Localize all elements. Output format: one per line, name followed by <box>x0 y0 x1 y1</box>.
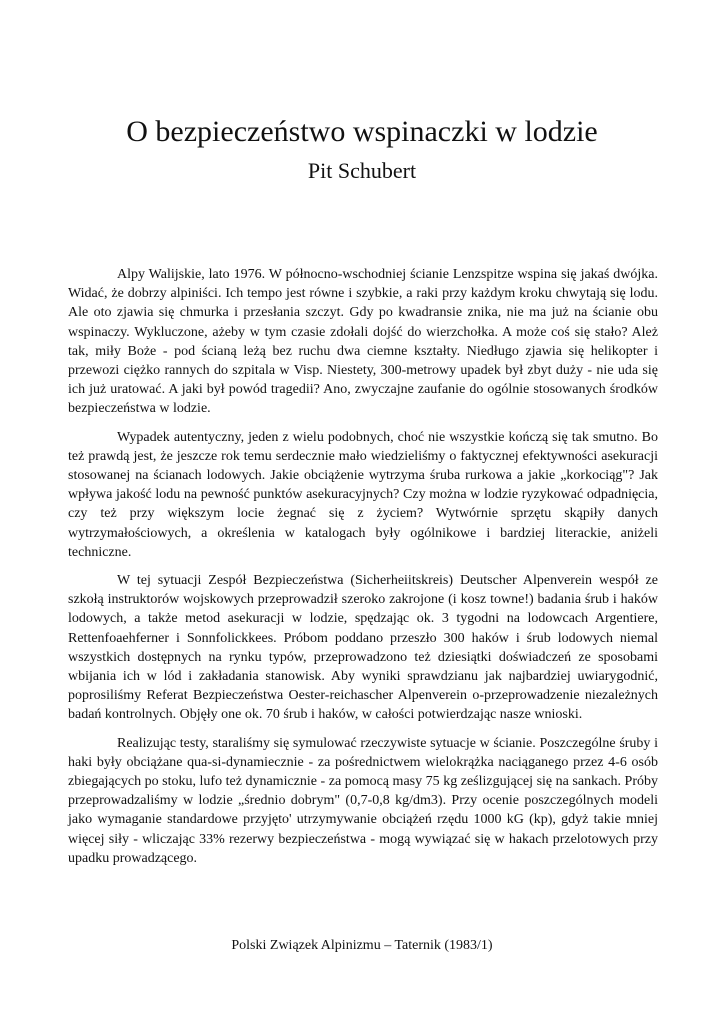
document-title: O bezpieczeństwo wspinaczki w lodzie <box>126 115 598 148</box>
paragraph-4: Realizując testy, staraliśmy się symulować rzeczywiste sytuacje w ścianie. Poszczególne śruby i haki były obciążane qua-si-dynamiecznie - za pośrednictwem wielokrążka naciąganego przez 4-6 osób zbiegających po stoku, lufo też dynamicznie - za pomocą masy 75 kg ześlizgującej się na sankach. Próby przeprowadzaliśmy w lodzie „średnio dobrym" (0,7-0,8 kg/dm3). Przy ocenie poszczególnych modeli jako wymaganie standardowe przyjęto' utrzymywanie obciążeń rzędu 1000 kG (kp), gdyż takie mniej więcej siły - wliczając 33% rezerwy bezpieczeństwa - mogą wywiązać się w hakach przelotowych przy upadku prowadzącego. <box>68 735 658 866</box>
paragraph-2: Wypadek autentyczny, jeden z wielu podobnych, choć nie wszystkie kończą się tak smutno. Bo też prawdą jest, że jeszcze rok temu serdecznie mało wiedzieliśmy o faktycznej efektywności asekuracji stosowanej na ścianach lodowych. Jakie obciążenie wytrzyma śruba rurkowa a jakie „korkociąg"? Jak wpływa jakość lodu na pewność punktów asekuracyjnych? Czy można w lodzie ryzykować odpadnięcia, czy też przy większym locie żegnać się z życiem? Wytwórnie sprzętu skąpiły danych wytrzymałościowych, a określenia w katalogach były ogólnikowe i bardziej literackie, aniżeli techniczne. <box>68 429 658 560</box>
paragraph-3: W tej sytuacji Zespół Bezpieczeństwa (Sicherheiitskreis) Deutscher Alpenverein wespół ze szkołą instruktorów wojskowych przeprowadził szeroko zakrojone (i kosz towne!) badania śrub i haków lodowych, a także metod asekuracji w lodzie, spędzając ok. 3 tygodni na lodowcach Argentiere, Rettenfoaehferner i Sonnfolickkees. Próbom poddano przeszło 300 haków i śrub lodowych niemal wszystkich dostępnych na rynku typów, przeprowadzono też dziesiątki doświadczeń ze sposobami wbijania ich w lód i zakładania stanowisk. Aby wyniki sprawdzianu jak najbardziej uwiarygodnić, poprosiliśmy Referat Bezpieczeństwa Oester-reichascher Alpenverein o-przeprowadzenie niezależnych badań kontrolnych. Objęły one ok. 70 śrub i haków, w całości potwierdzając nasze wnioski. <box>68 573 658 723</box>
article-body <box>68 265 658 877</box>
source-footer: Polski Związek Alpinizmu – Taternik (1983/1) <box>231 938 493 953</box>
paragraph-1: Alpy Walijskie, lato 1976. W północno-wschodniej ścianie Lenzspitze wspina się jakaś dwójka. Widać, że dobrzy alpiniści. Ich tempo jest równe i szybkie, a raki przy każdym kroku chwytają się lodu. Ale oto zjawia się chmurka i przesłania szczyt. Gdy po kwadransie znika, nie ma już na ścianie obu wspinaczy. Wykluczone, ażeby w tym czasie zdołali dojść do wierzchołka. A może coś się stało? Ależ tak, miły Boże - pod ścianą leżą bez ruchu dwa ciemne kształty. Niedługo zjawia się helikopter i przewozi ciężko rannych do szpitala w Visp. Niestety, 300-metrowy upadek był zbyt duży - nie uda się ich już uratować. A jaki był powód tragedii? Ano, zwyczajne zaufanie do ogólnie stosowanych środków bezpieczeństwa w lodzie. <box>68 267 658 417</box>
document-author: Pit Schubert <box>307 158 417 183</box>
